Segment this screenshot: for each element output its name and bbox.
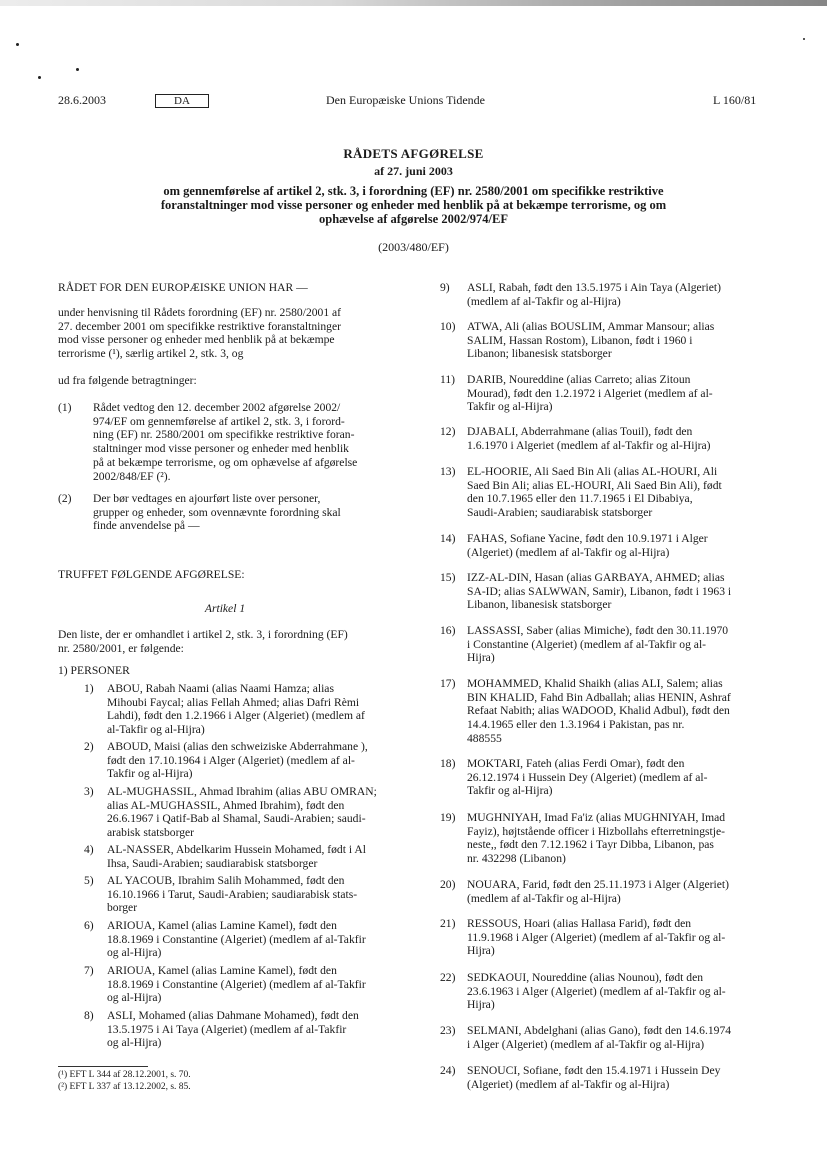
text-line: 13.5.1975 i Ai Taya (Algeriet) (medlem af al-Takfir [107, 1022, 347, 1036]
text-line: AL-MUGHASSIL, Ahmad Ibrahim (alias ABU OMRAN; [107, 785, 377, 798]
text-line: NOUARA, Farid, født den 25.11.1973 i Alger (Algeriet) [467, 878, 729, 891]
text-line: Hijra) [467, 651, 495, 665]
text-line: DJABALI, Abderrahmane (alias Touil), født den [467, 425, 693, 438]
item-number: 16) [440, 624, 456, 637]
text-line: i Constantine (Algeriet) (medlem af al-Takfir og al- [467, 637, 707, 651]
text-line: 23.6.1963 i Alger (Algeriet) (medlem af al-Takfir og al- [467, 984, 726, 998]
header-journal-title: Den Europæiske Unions Tidende [326, 93, 485, 107]
item-number: 7) [84, 964, 94, 977]
scan-speck [803, 38, 805, 40]
item-number: 13) [440, 465, 456, 478]
item-number: 19) [440, 811, 456, 824]
text-line: Libanon; libanesisk statsborger [467, 347, 612, 361]
text-line: (Algeriet) (medlem af al-Takfir og al-Hijra) [467, 1077, 670, 1091]
text-line: Mihoubi Faycal; alias Fellah Ahmed; alias Dafri Rèmi [107, 695, 360, 709]
item-number: 2) [84, 740, 94, 753]
text-line: Takfir og al-Hijra) [107, 767, 193, 781]
text-line: ning (EF) nr. 2580/2001 om specifikke restriktive foran- [93, 428, 355, 442]
text-line: nr. 2580/2001, er følgende: [58, 641, 184, 655]
text-line: IZZ-AL-DIN, Hasan (alias GARBAYA, AHMED; alias [467, 571, 725, 584]
text-line: ASLI, Mohamed (alias Dahmane Mohamed), født den [107, 1009, 359, 1022]
list-item [84, 919, 392, 960]
text-line: i Alger (Algeriet) (medlem af al-Takfir og al-Hijra) [467, 1037, 705, 1051]
decided-heading: TRUFFET FØLGENDE AFGØRELSE: [58, 568, 245, 581]
list-item [440, 281, 767, 308]
list-item [440, 571, 767, 612]
list-item [84, 682, 392, 737]
item-number: 18) [440, 757, 456, 770]
text-line: SEDKAOUI, Noureddine (alias Nounou), født den [467, 971, 704, 984]
recital-2 [58, 492, 392, 533]
list-item [440, 465, 767, 520]
list-item [440, 971, 767, 1012]
text-line: LASSASSI, Saber (alias Mimiche), født den 30.11.1970 [467, 624, 729, 637]
item-number: 9) [440, 281, 450, 294]
list-item [440, 624, 767, 665]
item-number: 20) [440, 878, 456, 891]
text-line: Saed Bin Ali; alias EL-HOURI, Ali Saed Bin Ali), født [467, 478, 722, 492]
text-line: og al-Hijra) [107, 991, 162, 1005]
subject-line: ophævelse af afgørelse 2002/974/EF [319, 212, 508, 226]
text-line: og al-Hijra) [107, 1036, 162, 1050]
text-line: SA-ID; alias SALWWAN, Samir), Libanon, født i 1963 i [467, 584, 732, 598]
item-number: 23) [440, 1024, 456, 1037]
item-number: 6) [84, 919, 94, 932]
text-line: ASLI, Rabah, født den 13.5.1975 i Ain Taya (Algeriet) [467, 281, 721, 294]
item-number: 22) [440, 971, 456, 984]
text-line: SELMANI, Abdelghani (alias Gano), født den 14.6.1974 [467, 1024, 732, 1037]
header-page-number: L 160/81 [713, 93, 757, 107]
recital-number: (1) [58, 401, 72, 414]
whereas-heading: ud fra følgende betragtninger: [58, 374, 197, 387]
list-item [440, 1064, 767, 1091]
text-line: 27. december 2001 om specifikke restriktive foranstaltninger [58, 319, 341, 333]
text-line: staltninger mod visse personer og enheder med henblik [93, 442, 349, 456]
list-item [84, 964, 392, 1005]
text-line: borger [107, 901, 138, 915]
item-number: 14) [440, 532, 456, 545]
scan-speck [38, 76, 41, 79]
text-line: Takfir og al-Hijra) [467, 400, 553, 414]
text-line: (medlem af al-Takfir og al-Hijra) [467, 891, 621, 905]
text-line: ATWA, Ali (alias BOUSLIM, Ammar Mansour; alias [467, 320, 715, 333]
item-number: 10) [440, 320, 456, 333]
item-number: 21) [440, 917, 456, 930]
text-line: nr. 432298 (Libanon) [467, 852, 566, 866]
item-number: 11) [440, 373, 456, 386]
text-line: 1.6.1970 i Algeriet (medlem af al-Takfir og al-Hijra) [467, 438, 711, 452]
text-line: ARIOUA, Kamel (alias Lamine Kamel), født den [107, 964, 337, 977]
text-line: AL YACOUB, Ibrahim Salih Mohammed, født den [107, 874, 345, 887]
list-item [440, 878, 767, 905]
list-item [84, 1009, 392, 1050]
text-line: BIN KHALID, Fahd Bin Adballah; alias HENIN, Ashraf [467, 690, 731, 704]
list-item [84, 785, 392, 840]
text-line: født den 17.10.1964 i Alger (Algeriet) (medlem af al- [107, 753, 355, 767]
list-item [440, 320, 767, 361]
article-intro [58, 628, 392, 655]
scan-speck [76, 68, 79, 71]
text-line: arabisk statsborger [107, 826, 195, 840]
council-heading: RÅDET FOR DEN EUROPÆISKE UNION HAR — [58, 281, 308, 294]
list-item [440, 917, 767, 958]
text-line: og al-Hijra) [107, 946, 162, 960]
text-line: Fayiz), højtstående officer i Hizbollahs efterretningstje- [467, 824, 725, 838]
text-line: Refaat Nabith; alias WADOOD, Khalid Adbul), født den [467, 704, 730, 718]
item-number: 3) [84, 785, 94, 798]
text-line: DARIB, Noureddine (alias Carreto; alias Zitoun [467, 373, 691, 386]
text-line: 26.12.1974 i Hussein Dey (Algeriet) (medlem af al- [467, 770, 708, 784]
text-line: (medlem af al-Takfir og al-Hijra) [467, 294, 621, 308]
text-line: MOKTARI, Fateh (alias Ferdi Omar), født den [467, 757, 685, 770]
item-number: 24) [440, 1064, 456, 1077]
text-line: mod visse personer og enheder med henblik på at bekæmpe [58, 333, 335, 347]
text-line: finde anvendelse på — [93, 519, 200, 533]
text-line: Takfir og al-Hijra) [467, 784, 553, 798]
text-line: Den liste, der er omhandlet i artikel 2, stk. 3, i forordning (EF) [58, 628, 348, 641]
text-line: den 10.7.1965 eller den 11.7.1965 i El Dibabiya, [467, 492, 693, 506]
list-item [440, 532, 767, 559]
text-line: 26.6.1967 i Qatif-Bab al Shamal, Saudi-Arabien; saudi- [107, 812, 366, 826]
recital-1 [58, 401, 392, 483]
scan-edge [0, 0, 827, 6]
text-line: 16.10.1966 i Tarut, Saudi-Arabien; saudiarabisk stats- [107, 887, 358, 901]
text-line: FAHAS, Sofiane Yacine, født den 10.9.1971 i Alger [467, 532, 708, 545]
text-line: Libanon, libanesisk statsborger [467, 598, 612, 612]
text-line: (Algeriet) (medlem af al-Takfir og al-Hijra) [467, 545, 670, 559]
footnote-divider [58, 1066, 148, 1067]
article-heading: Artikel 1 [204, 602, 246, 615]
text-line: på at bekæmpe terrorisme, og om ophævelse af afgørelse [93, 455, 358, 469]
subject-line: foranstaltninger mod visse personer og enheder med henblik på at bekæmpe terrorisme, og om [160, 198, 667, 212]
list-item [440, 677, 767, 746]
item-number: 1) [84, 682, 94, 695]
list-item [440, 757, 767, 798]
text-line: SENOUCI, Sofiane, født den 15.4.1971 i Hussein Dey [467, 1064, 721, 1077]
list-item [440, 811, 767, 866]
text-line: Rådet vedtog den 12. december 2002 afgørelse 2002/ [93, 401, 341, 414]
item-number: 8) [84, 1009, 94, 1022]
text-line: Hijra) [467, 944, 495, 958]
text-line: ARIOUA, Kamel (alias Lamine Kamel), født den [107, 919, 337, 932]
text-line: 14.4.1965 eller den 1.3.1964 i Pakistan, pas nr. [467, 718, 685, 732]
text-line: Der bør vedtages en ajourført liste over personer, [93, 492, 321, 505]
text-line: grupper og enheder, som ovennævnte forordning skal [93, 505, 341, 519]
item-number: 15) [440, 571, 456, 584]
text-line: EL-HOORIE, Ali Saed Bin Ali (alias AL-HOURI, Ali [467, 465, 718, 478]
item-number: 12) [440, 425, 456, 438]
text-line: ABOU, Rabah Naami (alias Naami Hamza; alias [107, 682, 334, 695]
document-subject [100, 184, 727, 226]
text-line: 18.8.1969 i Constantine (Algeriet) (medlem af al-Takfir [107, 977, 366, 991]
text-line: al-Takfir og al-Hijra) [107, 723, 205, 737]
text-line: 974/EF om gennemførelse af artikel 2, stk. 3, i forord- [93, 414, 345, 428]
text-line: MOHAMMED, Khalid Shaikh (alias ALI, Salem; alias [467, 677, 723, 690]
text-line: SALIM, Hassan Rostom), Libanon, født i 1960 i [467, 333, 693, 347]
text-line: Ihsa, Saudi-Arabien; saudiarabisk statsborger [107, 856, 318, 870]
text-line: alias AL-MUGHASSIL, Ahmed Ibrahim), født den [107, 798, 345, 812]
list-item [440, 1024, 767, 1051]
text-line: MUGHNIYAH, Imad Fa'iz (alias MUGHNIYAH, Imad [467, 811, 726, 824]
list-item [84, 874, 392, 915]
text-line: 18.8.1969 i Constantine (Algeriet) (medlem af al-Takfir [107, 932, 366, 946]
text-line: terrorisme (¹), særlig artikel 2, stk. 3, og [58, 347, 244, 361]
header-language-box: DA [155, 94, 209, 108]
header-date: 28.6.2003 [58, 93, 106, 107]
item-number: 17) [440, 677, 456, 690]
text-line: ABOUD, Maisi (alias den schweiziske Abderrahmane ), [107, 740, 368, 753]
text-line: Hijra) [467, 998, 495, 1012]
list-item [440, 373, 767, 414]
text-line: Saudi-Arabien; saudiarabisk statsborger [467, 506, 653, 520]
recital-number: (2) [58, 492, 72, 505]
document-reference: (2003/480/EF) [378, 240, 449, 254]
list-item [84, 843, 392, 870]
list-item [84, 740, 392, 781]
text-line: Lahdi), født den 1.2.1966 i Alger (Algeriet) (medlem af [107, 709, 365, 723]
document-date: af 27. juni 2003 [374, 164, 453, 178]
list-item [440, 425, 767, 452]
section-heading-persons: 1) PERSONER [58, 664, 130, 677]
text-line: AL-NASSER, Abdelkarim Hussein Mohamed, født i Al [107, 843, 366, 856]
having-regard-paragraph [58, 306, 392, 361]
text-line: under henvisning til Rådets forordning (EF) nr. 2580/2001 af [58, 306, 342, 319]
footnote: (¹) EFT L 344 af 28.12.2001, s. 70. [58, 1070, 191, 1080]
item-number: 4) [84, 843, 94, 856]
text-line: 11.9.1968 i Alger (Algeriet) (medlem af al-Takfir og al- [467, 930, 726, 944]
subject-line: om gennemførelse af artikel 2, stk. 3, i forordning (EF) nr. 2580/2001 om specifikke restriktive [163, 184, 664, 198]
document-title: RÅDETS AFGØRELSE [343, 146, 484, 161]
text-line: 2002/848/EF (²). [93, 469, 171, 483]
item-number: 5) [84, 874, 94, 887]
text-line: neste,, født den 7.12.1962 i Tayr Dibba, Libanon, pas [467, 838, 714, 852]
text-line: RESSOUS, Hoari (alias Hallasa Farid), født den [467, 917, 692, 930]
footnote: (²) EFT L 337 af 13.12.2002, s. 85. [58, 1082, 191, 1092]
text-line: 488555 [467, 731, 502, 745]
scan-speck [16, 43, 19, 46]
text-line: Mourad), født den 1.2.1972 i Algeriet (medlem af al- [467, 386, 713, 400]
